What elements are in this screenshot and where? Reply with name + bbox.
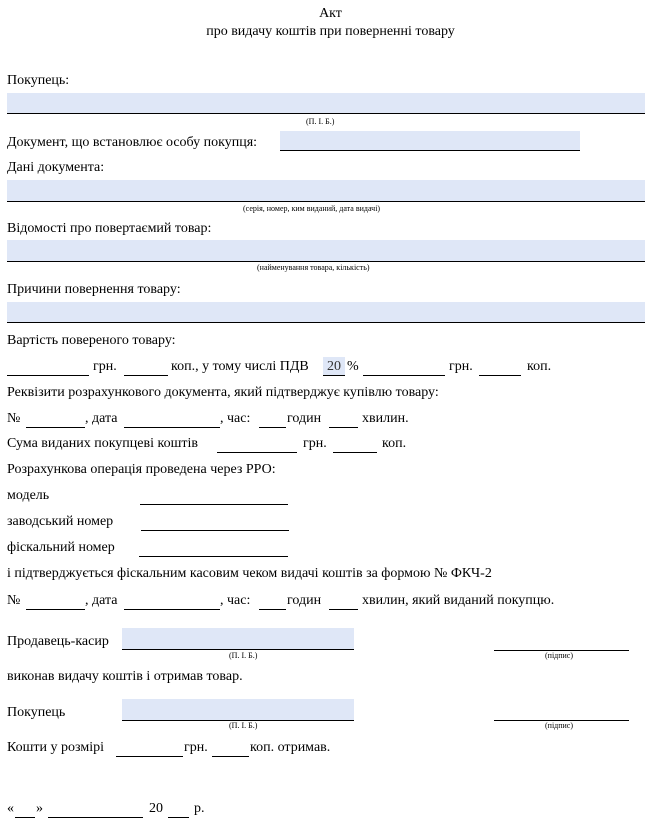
received-uah-field[interactable] (116, 756, 183, 757)
seller-label: Продавець-касир (7, 634, 109, 649)
value-uah-label: грн. (93, 359, 117, 374)
confirm-num-sign: № (7, 593, 21, 608)
confirm-minutes-field[interactable] (329, 609, 358, 610)
payment-doc-hours-field[interactable] (259, 427, 286, 428)
buyer-label: Покупець: (7, 73, 70, 88)
value-kop-vat-label: коп., у тому числі ПДВ (171, 359, 309, 374)
value-label: Вартість повереного товару: (7, 333, 176, 348)
doc-details-field[interactable] (7, 180, 645, 202)
rro-fiscal-label: фіскальний номер (7, 540, 115, 555)
date-year-field[interactable] (168, 817, 189, 818)
returned-goods-field[interactable] (7, 240, 645, 262)
rro-serial-field[interactable] (141, 530, 289, 531)
confirm-label: і підтверджується фіскальним касовим чеком видачі коштів за формою № ФКЧ-2 (7, 566, 492, 581)
amount-issued-kop-field[interactable] (333, 452, 377, 453)
payment-doc-label: Реквізити розрахункового документа, який підтверджує купівлю товару: (7, 385, 439, 400)
amount-issued-label: Сума виданих покупцеві коштів (7, 436, 198, 451)
seller-signature-caption: (підпис) (545, 651, 574, 660)
received-label: Кошти у розмірі (7, 740, 105, 755)
seller-after-text: виконав видачу коштів і отримав товар. (7, 669, 243, 684)
confirm-date-label: , дата (85, 593, 118, 608)
confirm-date-field[interactable] (124, 609, 220, 610)
document-title: Акт (319, 6, 342, 21)
seller-name-field[interactable] (122, 628, 354, 650)
document-subtitle: про видачу коштів при поверненні товару (206, 24, 455, 39)
payment-doc-minutes-field[interactable] (329, 427, 358, 428)
payment-doc-number-field[interactable] (26, 427, 85, 428)
rro-fiscal-field[interactable] (139, 556, 288, 557)
date-day-field[interactable] (15, 817, 35, 818)
identity-doc-field[interactable] (280, 131, 580, 151)
vat-kop-field[interactable] (479, 375, 521, 376)
received-kop-field[interactable] (212, 756, 249, 757)
rro-model-field[interactable] (140, 504, 288, 505)
received-uah-label: грн. (184, 740, 208, 755)
value-kop-field[interactable] (124, 375, 168, 376)
buyer-sign-name-field[interactable] (122, 699, 354, 721)
date-year-suffix: р. (194, 801, 205, 816)
rro-label: Розрахункова операція проведена через РРО: (7, 462, 276, 477)
value-uah-field[interactable] (7, 375, 89, 376)
date-open-quote: « (7, 801, 14, 816)
buyer-name-field[interactable] (7, 93, 645, 114)
buyer-name-caption: (П. І. Б.) (306, 117, 335, 126)
buyer-sign-name-caption: (П. І. Б.) (229, 721, 258, 730)
rro-model-label: модель (7, 488, 50, 503)
payment-doc-hours-label: годин (287, 411, 322, 426)
return-reasons-field[interactable] (7, 302, 645, 323)
payment-doc-minutes-label: хвилин. (362, 411, 409, 426)
amount-issued-uah-field[interactable] (217, 452, 297, 453)
payment-doc-time-label: , час: (220, 411, 251, 426)
received-kop-label: коп. отримав. (250, 740, 331, 755)
confirm-hours-label: годин (287, 593, 322, 608)
date-year-prefix: 20 (149, 801, 163, 816)
rro-serial-label: заводський номер (7, 514, 114, 529)
doc-details-caption: (серія, номер, ким виданий, дата видачі) (243, 204, 381, 213)
identity-doc-label: Документ, що встановлює особу покупця: (7, 135, 258, 150)
returned-goods-label: Відомості про повертаємий товар: (7, 221, 212, 236)
return-reasons-label: Причини повернення товару: (7, 282, 181, 297)
amount-issued-uah-label: грн. (303, 436, 327, 451)
payment-doc-date-field[interactable] (124, 427, 220, 428)
payment-doc-num-sign: № (7, 411, 21, 426)
buyer-signature-caption: (підпис) (545, 721, 574, 730)
doc-details-label: Дані документа: (7, 160, 105, 175)
date-month-field[interactable] (48, 817, 143, 818)
date-close-quote: » (36, 801, 43, 816)
seller-name-caption: (П. І. Б.) (229, 651, 258, 660)
returned-goods-caption: (найменування товара, кількість) (257, 263, 370, 272)
confirm-minutes-label: хвилин, який виданий покупцю. (362, 593, 555, 608)
confirm-time-label: , час: (220, 593, 251, 608)
vat-kop-label: коп. (527, 359, 552, 374)
vat-rate-value: 20 (327, 359, 341, 374)
confirm-number-field[interactable] (26, 609, 85, 610)
amount-issued-kop-label: коп. (382, 436, 407, 451)
vat-uah-field[interactable] (363, 375, 445, 376)
confirm-hours-field[interactable] (259, 609, 286, 610)
vat-uah-label: грн. (449, 359, 473, 374)
buyer-sign-label: Покупець (7, 705, 66, 720)
payment-doc-date-label: , дата (85, 411, 118, 426)
percent-sign: % (347, 359, 359, 374)
